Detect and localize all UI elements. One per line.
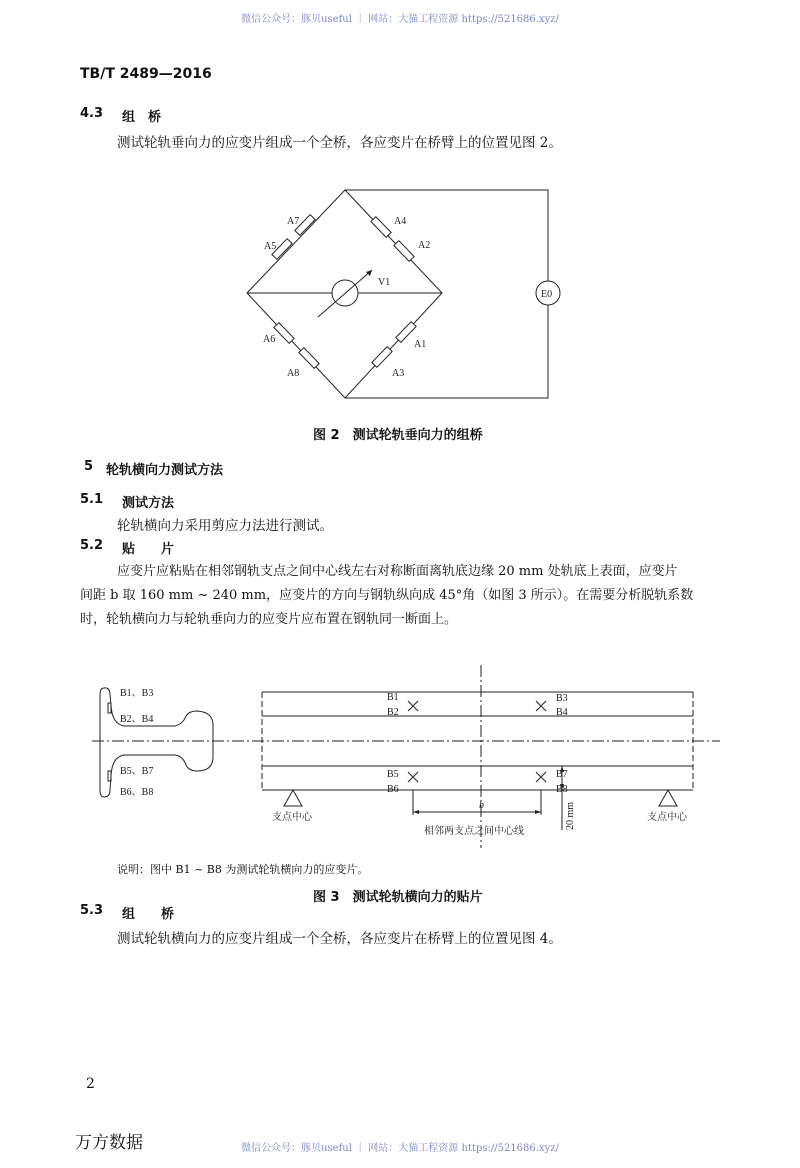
section-5-3-title: 组 桥 xyxy=(122,907,175,922)
section-5-2-num: 5.2 xyxy=(80,538,104,553)
section-5-1-num: 5.1 xyxy=(80,492,104,507)
gauge-b5: B5 xyxy=(387,769,399,780)
dimension-20mm-label: 20 mm xyxy=(565,801,576,830)
gauge-mark-bottom xyxy=(108,771,111,781)
label-a1: A1 xyxy=(414,339,427,350)
support-label-right: 支点中心 xyxy=(647,812,687,823)
section-5-1-text: 轮轨横向力采用剪应力法进行测试。 xyxy=(117,518,333,534)
resistor-a2 xyxy=(394,241,414,262)
watermark-top: 微信公众号：豚贝useful ｜ 网站：大猫工程资源 https://521686.xyz/ xyxy=(241,14,559,25)
section-5-3-text: 测试轮轨横向力的应变片组成一个全桥，各应变片在桥臂上的位置见图 4。 xyxy=(117,931,562,947)
rail-label-b1-b3: B1、B3 xyxy=(120,688,154,699)
figure-3-diagram xyxy=(92,665,720,848)
label-a8: A8 xyxy=(287,368,300,379)
section-5-num: 5 xyxy=(84,459,94,474)
watermark-bottom: 微信公众号：豚贝useful ｜ 网站：大猫工程资源 https://521686.xyz/ xyxy=(241,1143,559,1154)
dimension-b-label: b xyxy=(479,800,484,811)
rail-label-b5-b7: B5、B7 xyxy=(120,766,154,777)
figure-3-caption: 图 3 测试轮轨横向力的贴片 xyxy=(313,890,483,905)
rail-label-b6-b8: B6、B8 xyxy=(120,787,154,798)
gauge-b8: B8 xyxy=(556,784,568,795)
figure-3-note: 说明：图中 B1 ~ B8 为测试轮轨横向力的应变片。 xyxy=(117,863,369,876)
section-5-2-title: 贴 片 xyxy=(122,542,175,557)
gauge-b1: B1 xyxy=(387,692,399,703)
section-5-2-line-1: 应变片应粘贴在相邻钢轨支点之间中心线左右对称断面离轨底边缘 20 mm 处轨底上表面，应变片 xyxy=(117,564,678,579)
page-number: 2 xyxy=(86,1076,95,1092)
section-4-3-text: 测试轮轨垂向力的应变片组成一个全桥，各应变片在桥臂上的位置见图 2。 xyxy=(117,135,562,151)
section-4-3-num: 4.3 xyxy=(80,106,104,121)
figure-2-caption: 图 2 测试轮轨垂向力的组桥 xyxy=(313,428,483,443)
section-5-2-line-3: 时，轮轨横向力与轮轨垂向力的应变片应布置在钢轨同一断面上。 xyxy=(80,612,458,627)
section-5-2-line-2: 间距 b 取 160 mm ~ 240 mm，应变片的方向与钢轨纵向成 45°角（如图 3 所示）。在需要分析脱轨系数 xyxy=(80,588,694,603)
gauge-b7: B7 xyxy=(556,769,568,780)
support-label-left: 支点中心 xyxy=(272,812,312,823)
footer-logo: 万方数据 xyxy=(75,1133,143,1153)
resistor-a6 xyxy=(274,323,294,344)
gauge-mark-top xyxy=(108,703,111,713)
label-a6: A6 xyxy=(263,334,276,345)
gauge-b3: B3 xyxy=(556,693,568,704)
rail-label-b2-b4: B2、B4 xyxy=(120,714,154,725)
support-right xyxy=(659,790,677,806)
resistor-a8 xyxy=(299,348,319,369)
label-a3: A3 xyxy=(392,368,405,379)
standard-header: TB/T 2489—2016 xyxy=(80,66,212,82)
label-a5: A5 xyxy=(264,241,277,252)
support-left xyxy=(284,790,302,806)
section-5-title: 轮轨横向力测试方法 xyxy=(106,463,224,478)
label-a2: A2 xyxy=(418,240,431,251)
label-e0: E0 xyxy=(541,289,553,300)
resistor-a4 xyxy=(371,217,391,238)
rail-cross-section xyxy=(100,688,213,797)
centerline-label: 相邻两支点之间中心线 xyxy=(424,826,524,837)
gauge-b2: B2 xyxy=(387,707,399,718)
section-5-1-title: 测试方法 xyxy=(122,496,175,511)
label-a4: A4 xyxy=(394,216,407,227)
section-4-3-title: 组 桥 xyxy=(122,110,162,125)
gauge-b4: B4 xyxy=(556,707,568,718)
label-a7: A7 xyxy=(287,216,300,227)
gauge-b6: B6 xyxy=(387,784,399,795)
section-5-3-num: 5.3 xyxy=(80,903,104,918)
label-v1: V1 xyxy=(378,277,391,288)
resistor-a3 xyxy=(372,347,392,368)
